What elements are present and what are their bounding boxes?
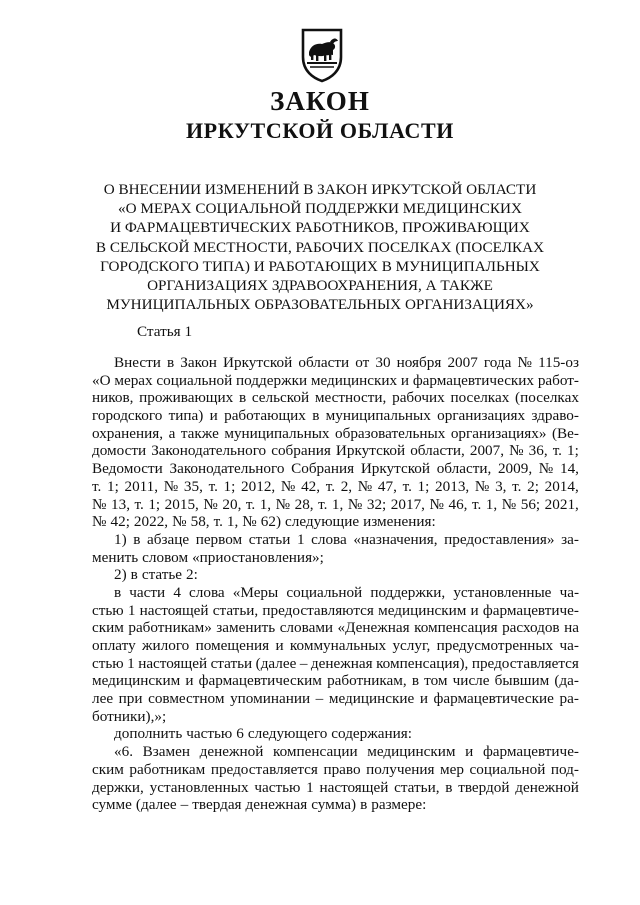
body-line: лее при совместном упоминании – медицинские и фармацевтические ра- [92, 690, 579, 708]
article-heading: Статья 1 [137, 323, 193, 340]
body-line: № 42; 2022, № 58, т. 1, № 62) следующие изменения: [92, 513, 436, 531]
subject-line: И ФАРМАЦЕВТИЧЕСКИХ РАБОТНИКОВ, ПРОЖИВАЮЩИХ [110, 219, 530, 237]
body-line: охранения, а также муниципальных образовательных организациях» (Ве- [92, 424, 579, 442]
body-line: дополнить частью 6 следующего содержания: [114, 725, 412, 743]
body-line: т. 1; 2011, № 35, т. 1; 2012, № 42, т. 2, № 47, т. 1; 2013, № 3, т. 2; 2014, [92, 477, 579, 495]
body-line: в части 4 слова «Меры социальной поддержки, установленные ча- [114, 583, 579, 601]
body-line: менить словом «приостановления»; [92, 548, 324, 566]
coat-of-arms-icon [300, 27, 344, 83]
body-line: Ведомости Законодательного Собрания Иркутской области, 2009, № 14, [92, 460, 579, 478]
subject-line: В СЕЛЬСКОЙ МЕСТНОСТИ, РАБОЧИХ ПОСЕЛКАХ (ПОСЕЛКАХ [95, 238, 545, 256]
body-line: «О мерах социальной поддержки медицинских и фармацевтических работ- [92, 371, 579, 389]
law-subject [60, 180, 580, 314]
article-body [92, 354, 579, 814]
subject-line: ГОРОДСКОГО ТИПА) И РАБОТАЮЩИХ В МУНИЦИПАЛЬНЫХ [100, 257, 540, 275]
body-line: домости Законодательного собрания Иркутской области, 2007, № 36, т. 1; [92, 442, 579, 460]
subject-line: О ВНЕСЕНИИ ИЗМЕНЕНИЙ В ЗАКОН ИРКУТСКОЙ ОБЛАСТИ [103, 181, 537, 198]
subject-line: «О МЕРАХ СОЦИАЛЬНОЙ ПОДДЕРЖКИ МЕДИЦИНСКИХ [118, 200, 522, 218]
body-line: 1) в абзаце первом статьи 1 слова «назначения, предоставления» за- [114, 530, 579, 548]
body-line: ским работникам» заменить словами «Денежная компенсация расходов на [92, 619, 579, 637]
subject-line: ОРГАНИЗАЦИЯХ ЗДРАВООХРАНЕНИЯ, А ТАКЖЕ [147, 277, 493, 295]
body-line: ников, проживающих в сельской местности, рабочих поселках (поселках [92, 389, 579, 407]
body-line: ботники),»; [92, 707, 167, 725]
body-line: стью 1 настоящей статьи, предоставляются медицинским и фармацевтиче- [92, 601, 579, 619]
law-title: ЗАКОН [270, 86, 370, 116]
body-line: городского типа) и работающих в муниципальных организациях здраво- [92, 407, 579, 425]
body-line: стью 1 настоящей статьи (далее – денежная компенсация), предоставляется [92, 654, 579, 672]
body-line: ским работникам предоставляется право получения мер социальной под- [92, 760, 579, 778]
body-line: медицинским и фармацевтическим работникам, в том числе бывшим (да- [92, 672, 579, 690]
body-line: «6. Взамен денежной компенсации медицинским и фармацевтиче- [114, 743, 579, 761]
subject-line: МУНИЦИПАЛЬНЫХ ОБРАЗОВАТЕЛЬНЫХ ОРГАНИЗАЦИЯХ» [106, 296, 534, 314]
body-line: держки, установленных частью 1 настоящей статьи, в твердой денежной [92, 778, 579, 796]
body-line: № 13, т. 1; 2015, № 20, т. 1, № 28, т. 1, № 32; 2017, № 46, т. 1, № 56; 2021, [92, 495, 579, 513]
body-line: оплату жилого помещения и коммунальных услуг, предусмотренных ча- [92, 637, 579, 654]
body-line: Внести в Закон Иркутской области от 30 ноября 2007 года № 115-оз [114, 354, 579, 371]
body-line: 2) в статье 2: [114, 566, 198, 584]
body-line: сумме (далее – твердая денежная сумма) в размере: [92, 796, 427, 814]
region-title: ИРКУТСКОЙ ОБЛАСТИ [185, 118, 455, 143]
